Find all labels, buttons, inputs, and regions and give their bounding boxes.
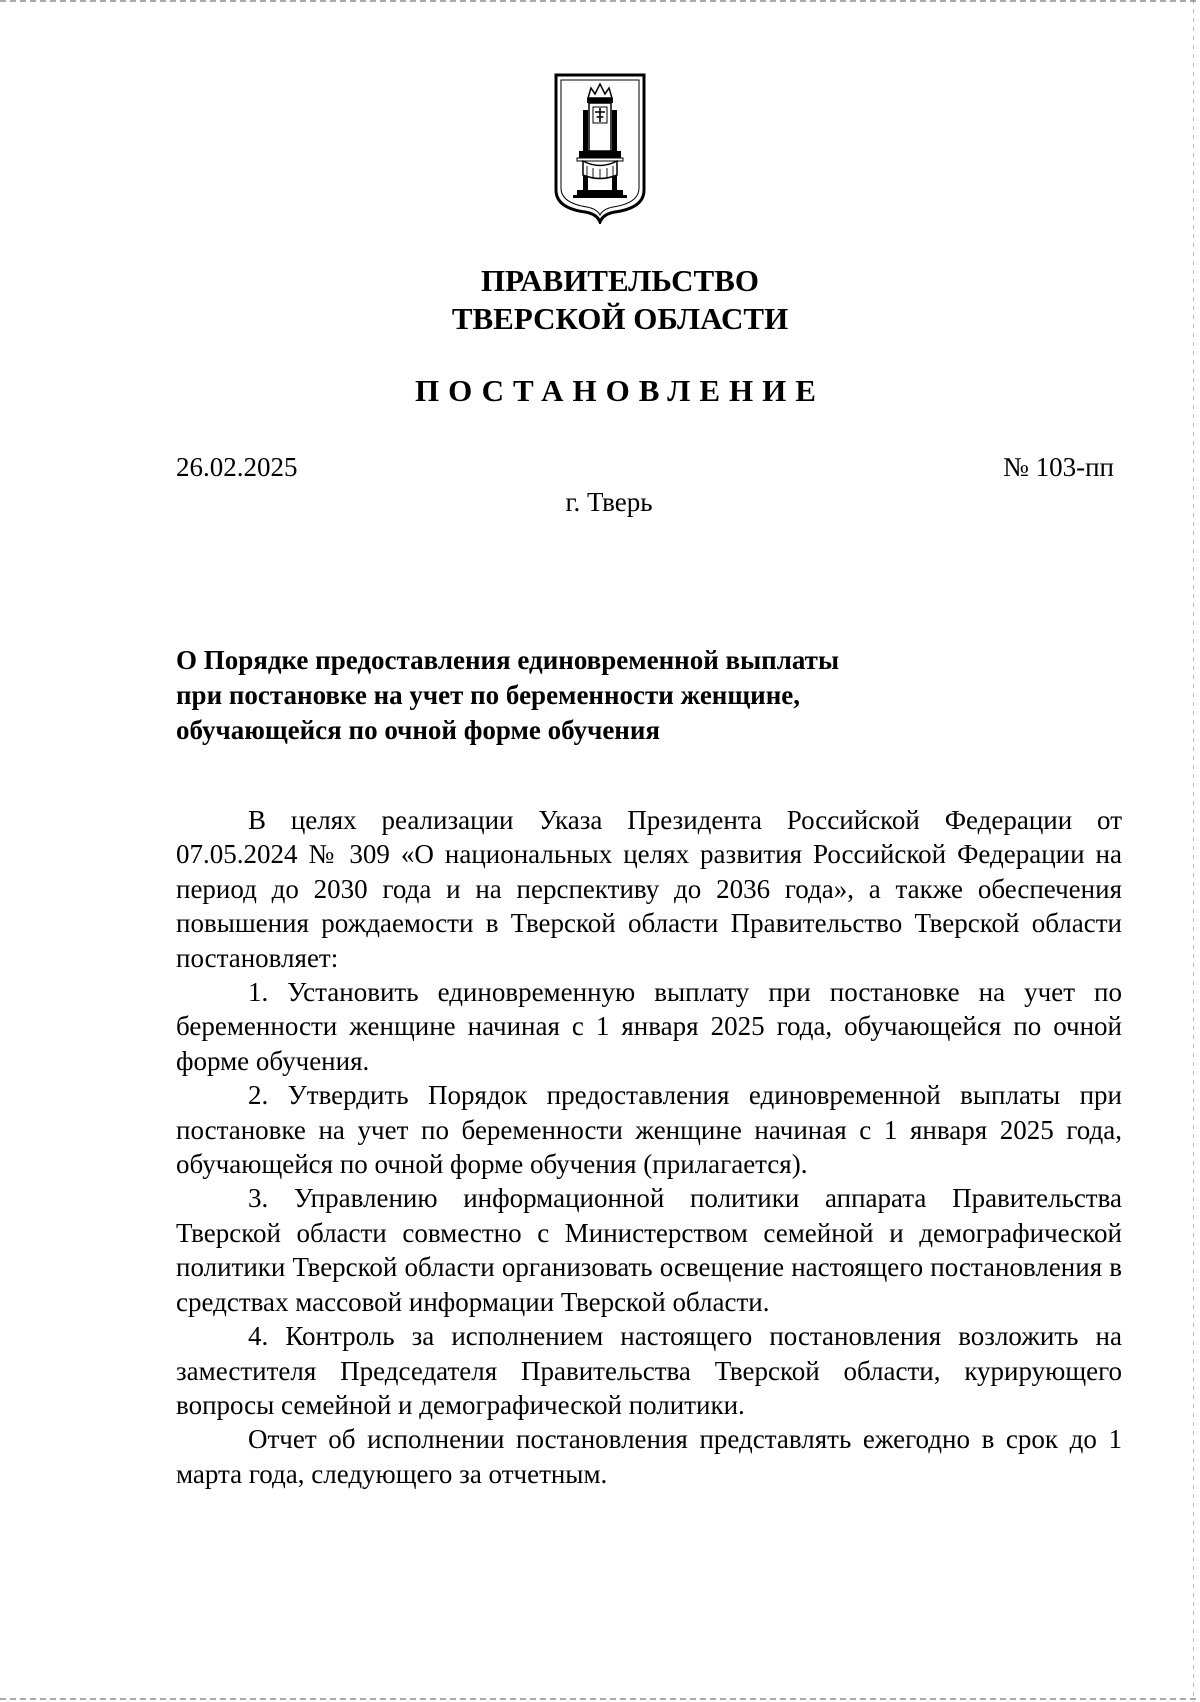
paragraph-report: Отчет об исполнении постановления представлять ежегодно в срок до 1 марта года, следующего за отчетным.: [176, 1424, 1122, 1489]
document-body: [176, 803, 1122, 1491]
coat-of-arms-icon: [553, 72, 647, 224]
organization-line-1: ПРАВИТЕЛЬСТВО: [481, 263, 759, 298]
paragraph-item-1: 1. Установить единовременную выплату при постановке на учет по беременности женщине начиная с 1 января 2025 года, обучающейся по очной форме обучения.: [176, 977, 1122, 1076]
document-date: 26.02.2025: [176, 452, 298, 482]
document-subject: [176, 643, 936, 748]
document-type: ПОСТАНОВЛЕНИЕ: [415, 373, 825, 408]
subject-line-3: обучающейся по очной форме обучения: [176, 715, 661, 745]
paragraph-intro: В целях реализации Указа Президента Российской Федерации от 07.05.2024 № 309 «О национальных целях развития Российской Федерации на период до 2030 года и на перспективу до 2036 года», а также обеспечения повышения рождаемости в Тверской области Правительство Тверской области постановляет:: [176, 805, 1122, 973]
organization-line-2: ТВЕРСКОЙ ОБЛАСТИ: [451, 301, 789, 336]
paragraph-item-3: 3. Управлению информационной политики аппарата Правительства Тверской области совместно с Министерством семейной и демографической политики Тверской области организовать освещение настоящего постановления в средствах массовой информации Тверской области.: [176, 1183, 1122, 1317]
scan-edge-top: [0, 0, 1200, 2]
paragraph-item-4: 4. Контроль за исполнением настоящего постановления возложить на заместителя Председателя Правительства Тверской области, курирующего вопросы семейной и демографической политики.: [176, 1321, 1122, 1420]
document-city: г. Тверь: [565, 487, 653, 517]
scan-edge-bottom: [0, 1698, 1200, 1700]
document-number: № 103-пп: [1003, 452, 1114, 482]
subject-line-1: О Порядке предоставления единовременной выплаты: [176, 645, 840, 675]
subject-line-2: при постановке на учет по беременности женщине,: [176, 680, 801, 710]
paragraph-item-2: 2. Утвердить Порядок предоставления единовременной выплаты при постановке на учет по беременности женщине начиная с 1 января 2025 года, обучающейся по очной форме обучения (прилагается).: [176, 1080, 1122, 1180]
scan-edge-right: [1193, 0, 1194, 1702]
organization-name: [0, 262, 1200, 338]
